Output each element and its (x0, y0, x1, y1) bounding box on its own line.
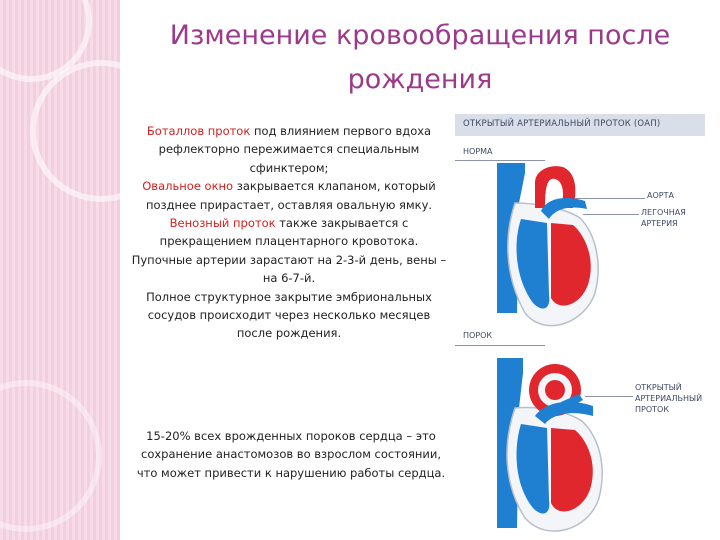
slide-title (130, 14, 710, 102)
decorative-side-band (0, 0, 120, 540)
norm-divider (455, 160, 545, 161)
title-line-2: рождения (347, 64, 493, 95)
heart-normal-illustration (485, 163, 605, 333)
aorta-label: АОРТА (647, 191, 674, 200)
paragraph-ductus-venosus (130, 214, 448, 251)
title-line-1: Изменение кровообращения после (169, 20, 671, 51)
aorta-pointer (575, 198, 645, 199)
main-text-block (130, 122, 448, 343)
figure-header-text: ОТКРЫТЫЙ АРТЕРИАЛЬНЫЙ ПРОТОК (ОАП) (463, 119, 661, 129)
decorative-ring (30, 60, 120, 202)
paragraph-foramen-ovale (130, 177, 448, 214)
norm-label: НОРМА (463, 147, 493, 156)
paragraph-closure: Полное структурное закрытие эмбриональных сосудов происходит через несколько месяцев после рождения. (146, 289, 432, 341)
open-duct-label-2: АРТЕРИАЛЬНЫЙ (635, 394, 703, 403)
heart-figure (455, 108, 710, 540)
open-duct-label-1: ОТКРЫТЫЙ (635, 383, 682, 392)
text-ductus-arteriosus: под влиянием первого вдоха рефлекторно пережимается специальным сфинктером; (158, 124, 432, 175)
pulmonary-artery-label-2: АРТЕРИЯ (641, 219, 678, 228)
open-duct-label-3: ПРОТОК (635, 405, 669, 414)
heart-defect-illustration (475, 358, 610, 538)
text-ductus-venosus: также закрывается с прекращением плацентарного кровотока. (159, 216, 419, 249)
text-foramen-ovale: закрывается клапаном, который позднее прирастает, оставляя овальную ямку. (145, 179, 436, 212)
note-paragraph: 15-20% всех врожденных пороков сердца – это сохранение анастомозов во взрослом состоянии, что может привести к нарушению работы сердца. (136, 429, 446, 480)
paragraph-ductus-arteriosus (130, 122, 448, 177)
defect-label: ПОРОК (463, 331, 493, 340)
open-duct-pointer (585, 396, 633, 397)
paragraph-umbilical: Пупочные артерии зарастают на 2-3-й день, вены – на 6-7-й. (131, 252, 447, 286)
term-foramen-ovale: Овальное окно (142, 179, 234, 194)
defect-divider (455, 345, 545, 346)
pulmonary-artery-label-1: ЛЕГОЧНАЯ (641, 208, 686, 217)
decorative-ring (0, 380, 102, 532)
figure-header (455, 114, 705, 136)
pulmonary-pointer (583, 214, 639, 215)
term-ductus-arteriosus: Боталлов проток (146, 124, 251, 138)
term-ductus-venosus: Венозный проток (169, 216, 276, 231)
